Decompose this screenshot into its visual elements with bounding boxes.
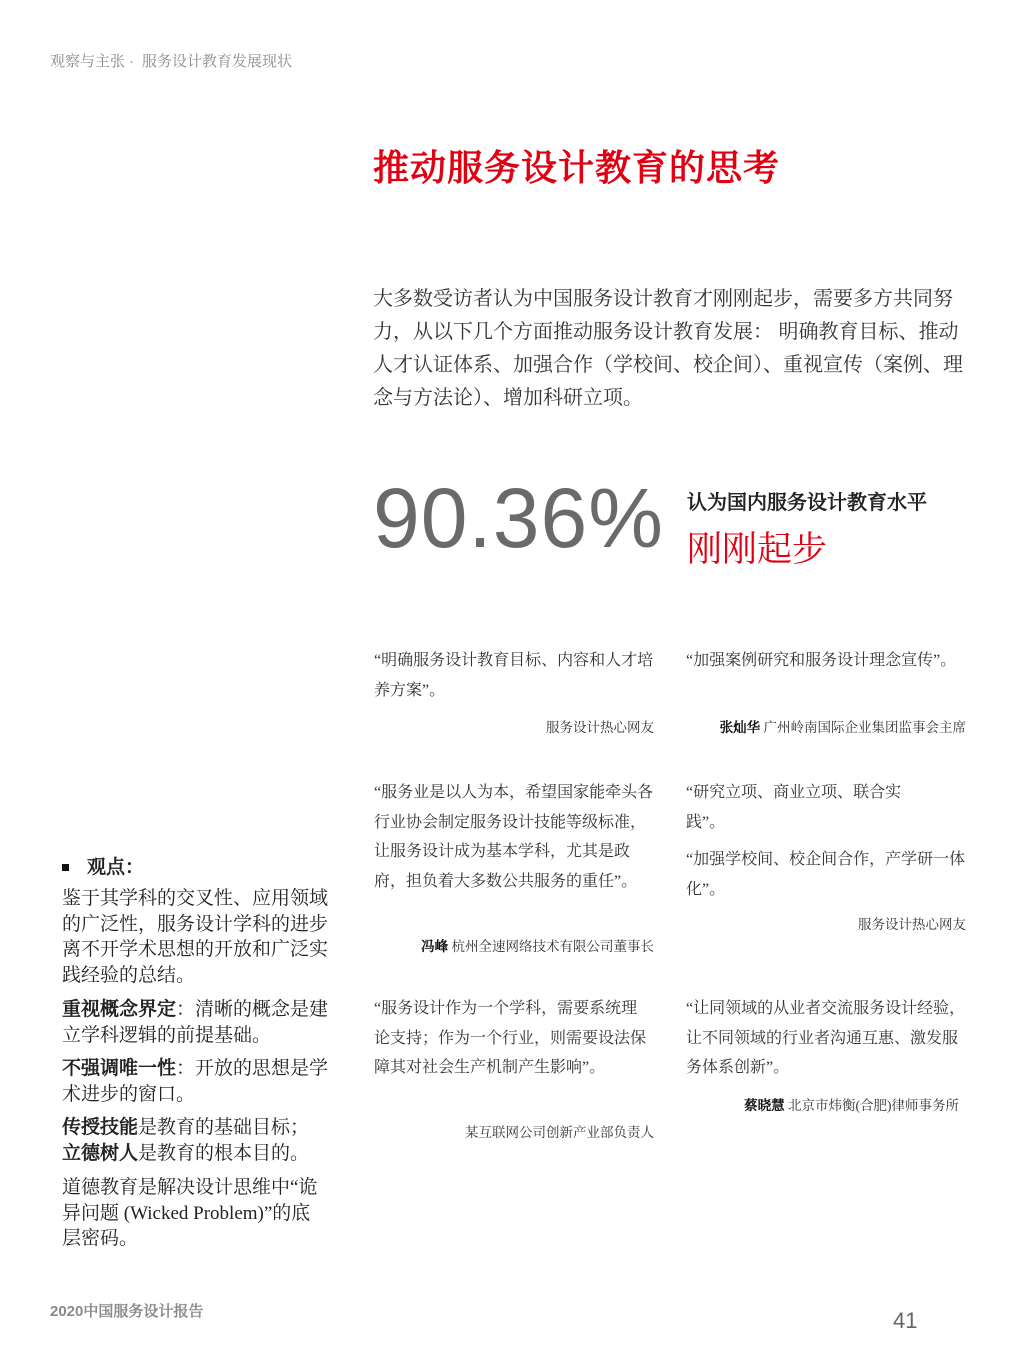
breadcrumb-separator: ·: [129, 53, 135, 70]
page-title: 推动服务设计教育的思考: [373, 147, 781, 188]
quote-source: [686, 1094, 959, 1114]
viewpoint-paragraph: [62, 997, 342, 1048]
breadcrumb-topic: 服务设计教育发展现状: [142, 53, 293, 70]
source-org: 北京市炜衡(合肥)律师事务所: [788, 1098, 959, 1113]
page-number: 41: [893, 1308, 918, 1333]
viewpoint-keyword: 传授技能: [62, 1117, 139, 1138]
viewpoint-paragraph: 鉴于其学科的交叉性、应用领域的广泛性，服务设计学科的进步离不开学术思想的开放和广泛实践经验的总结。: [62, 888, 329, 986]
viewpoint-text: ：开放的思想是学术进步的窗口。: [62, 1058, 329, 1105]
viewpoint-keyword: 不强调唯一性: [62, 1058, 177, 1079]
breadcrumb: [50, 50, 292, 71]
breadcrumb-section: 观察与主张: [50, 53, 126, 70]
source-org: 某互联网公司创新产业部负责人: [465, 1125, 654, 1140]
stat-label: 认为国内服务设计教育水平: [687, 492, 927, 514]
quote-source: [374, 1121, 654, 1141]
quote-text: “服务业是以人为本，希望国家能牵头各行业协会制定服务设计技能等级标准，让服务设计成为基本学科，尤其是政府，担负着大多数公共服务的重任”。: [374, 784, 654, 890]
viewpoint-text: ：清晰的概念是建立学科逻辑的前提基础。: [62, 999, 329, 1046]
viewpoint-paragraph: 道德教育是解决设计思维中“诡异问题 (Wicked Problem)”的底层密码。: [62, 1177, 318, 1249]
source-name: 蔡晓慧: [744, 1098, 785, 1113]
source-org: 服务设计热心网友: [546, 720, 654, 735]
source-org: 服务设计热心网友: [858, 917, 966, 932]
bullet-icon: [62, 864, 69, 871]
source-org: 广州岭南国际企业集团监事会主席: [763, 720, 966, 735]
quote-source: [374, 935, 654, 955]
quote-text: “加强学校间、校企间合作，产学研一体化”。: [686, 851, 966, 898]
source-org: 杭州全速网络技术有限公司董事长: [451, 939, 654, 954]
stat-value: 90.36%: [373, 471, 664, 565]
viewpoint-keyword: 重视概念界定: [62, 999, 177, 1020]
viewpoint-paragraph: [62, 1115, 342, 1166]
viewpoint-keyword: 立德树人: [62, 1142, 139, 1164]
quote-text: “加强案例研究和服务设计理念宣传”。: [686, 652, 957, 669]
viewpoint-paragraph: [62, 1056, 342, 1107]
quote-source: [374, 716, 654, 736]
source-name: 张灿华: [719, 720, 761, 735]
quote-text: “研究立项、商业立项、联合实践”。: [686, 784, 902, 831]
viewpoint-text: 是教育的根本目的。: [138, 1142, 310, 1164]
quote-text: “服务设计作为一个学科，需要系统理论支持；作为一个行业，则需要设法保障其对社会生产机制产生影响”。: [374, 1000, 647, 1076]
quote-source: [686, 913, 966, 933]
viewpoint-text: 是教育的基础目标；: [138, 1117, 310, 1138]
source-name: 冯峰: [421, 939, 449, 954]
quote-source: [686, 716, 966, 736]
quote-text: “明确服务设计教育目标、内容和人才培养方案”。: [374, 652, 654, 699]
viewpoint-heading-text: 观点：: [87, 857, 145, 878]
intro-paragraph: 大多数受访者认为中国服务设计教育才刚刚起步，需要多方共同努力，从以下几个方面推动服务设计教育发展： 明确教育目标、推动人才认证体系、加强合作（学校间、校企间）、重视宣传（案例、理念与方法论）、增加科研立项。: [373, 288, 963, 409]
report-title: 2020中国服务设计报告: [50, 1303, 204, 1320]
stat-emphasis: 刚刚起步: [687, 530, 828, 569]
viewpoint-heading: [62, 855, 342, 881]
quote-text: “让同领域的从业者交流服务设计经验，让不同领域的行业者沟通互惠、激发服务体系创新”。: [686, 1000, 966, 1076]
